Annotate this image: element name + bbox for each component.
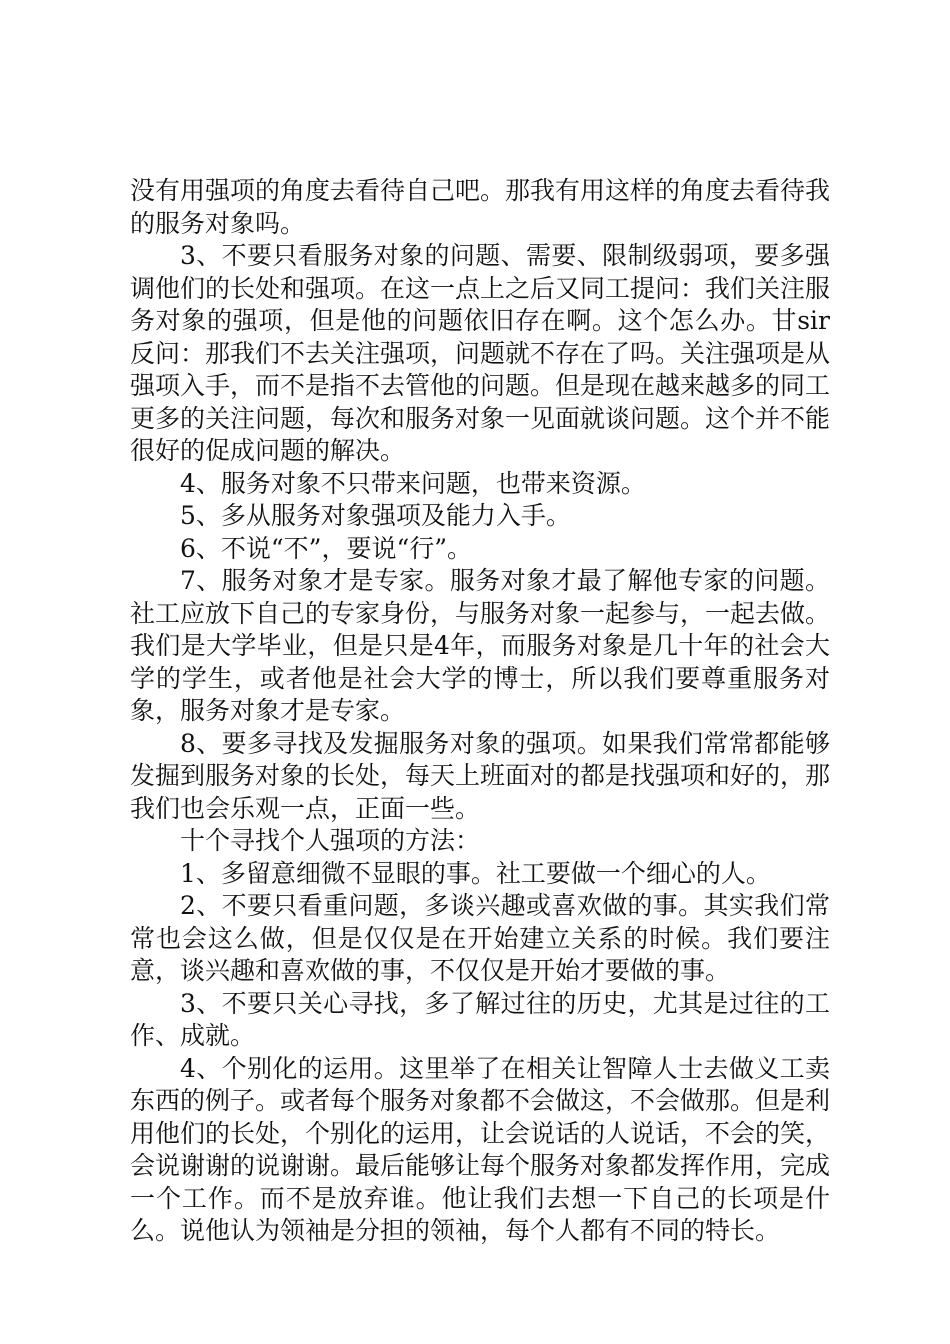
method-item-2: 2、不要只看重问题，多谈兴趣或喜欢做的事。其实我们常常也会这么做，但是仅仅是在开始建立关系的时候。我们要注意，谈兴趣和喜欢做的事，不仅仅是开始才要做的事。 bbox=[130, 891, 830, 985]
section-heading: 十个寻找个人强项的方法： bbox=[180, 826, 481, 855]
method-item-3: 3、不要只关心寻找，多了解过往的历史，尤其是过往的工作、成就。 bbox=[130, 988, 830, 1050]
paragraph-item-3: 3、不要只看服务对象的问题、需要、限制级弱项，要多强调他们的长处和强项。在这一点上之后又同工提问：我们关注服务对象的强项，但是他的问题依旧存在啊。这个怎么办。甘sir反问：那我们不去关注强项，问题就不存在了吗。关注强项是从强项入手，而不是指不去管他的问题。但是现在越来越多的同工更多的关注问题，每次和服务对象一见面就谈问题。这个并不能很好的促成问题的解决。 bbox=[130, 241, 831, 465]
paragraph-item-7: 7、服务对象才是专家。服务对象才最了解他专家的问题。社工应放下自己的专家身份，与服务对象一起参与，一起去做。我们是大学毕业，但是只是4年，而服务对象是几十年的社会大学的学生，或者他是社会大学的博士，所以我们要尊重服务对象，服务对象才是专家。 bbox=[130, 566, 831, 725]
document-body bbox=[130, 175, 830, 1248]
paragraph-item-4: 4、服务对象不只带来问题，也带来资源。 bbox=[180, 468, 646, 498]
method-item-1: 1、多留意细微不显眼的事。社工要做一个细心的人。 bbox=[180, 858, 771, 888]
paragraph-item-5: 5、多从服务对象强项及能力入手。 bbox=[180, 501, 571, 530]
paragraph-continuation: 没有用强项的角度去看待自己吧。那我有用这样的角度去看待我的服务对象吗。 bbox=[130, 176, 831, 238]
method-item-4: 4、个别化的运用。这里举了在相关让智障人士去做义工卖东西的例子。或者每个服务对象都不会做这，不会做那。但是利用他们的长处，个别化的运用，让会说话的人说话，不会的笑，会说谢谢的说谢谢。最后能够让每个服务对象都发挥作用，完成一个工作。而不是放弃谁。他让我们去想一下自己的长项是什么。说他认为领袖是分担的领袖，每个人都有不同的特长。 bbox=[130, 1053, 831, 1245]
paragraph-item-8: 8、要多寻找及发掘服务对象的强项。如果我们常常都能够发掘到服务对象的长处，每天上班面对的都是找强项和好的，那我们也会乐观一点，正面一些。 bbox=[130, 728, 831, 823]
paragraph-item-6: 6、不说“不”，要说“行”。 bbox=[180, 533, 473, 563]
